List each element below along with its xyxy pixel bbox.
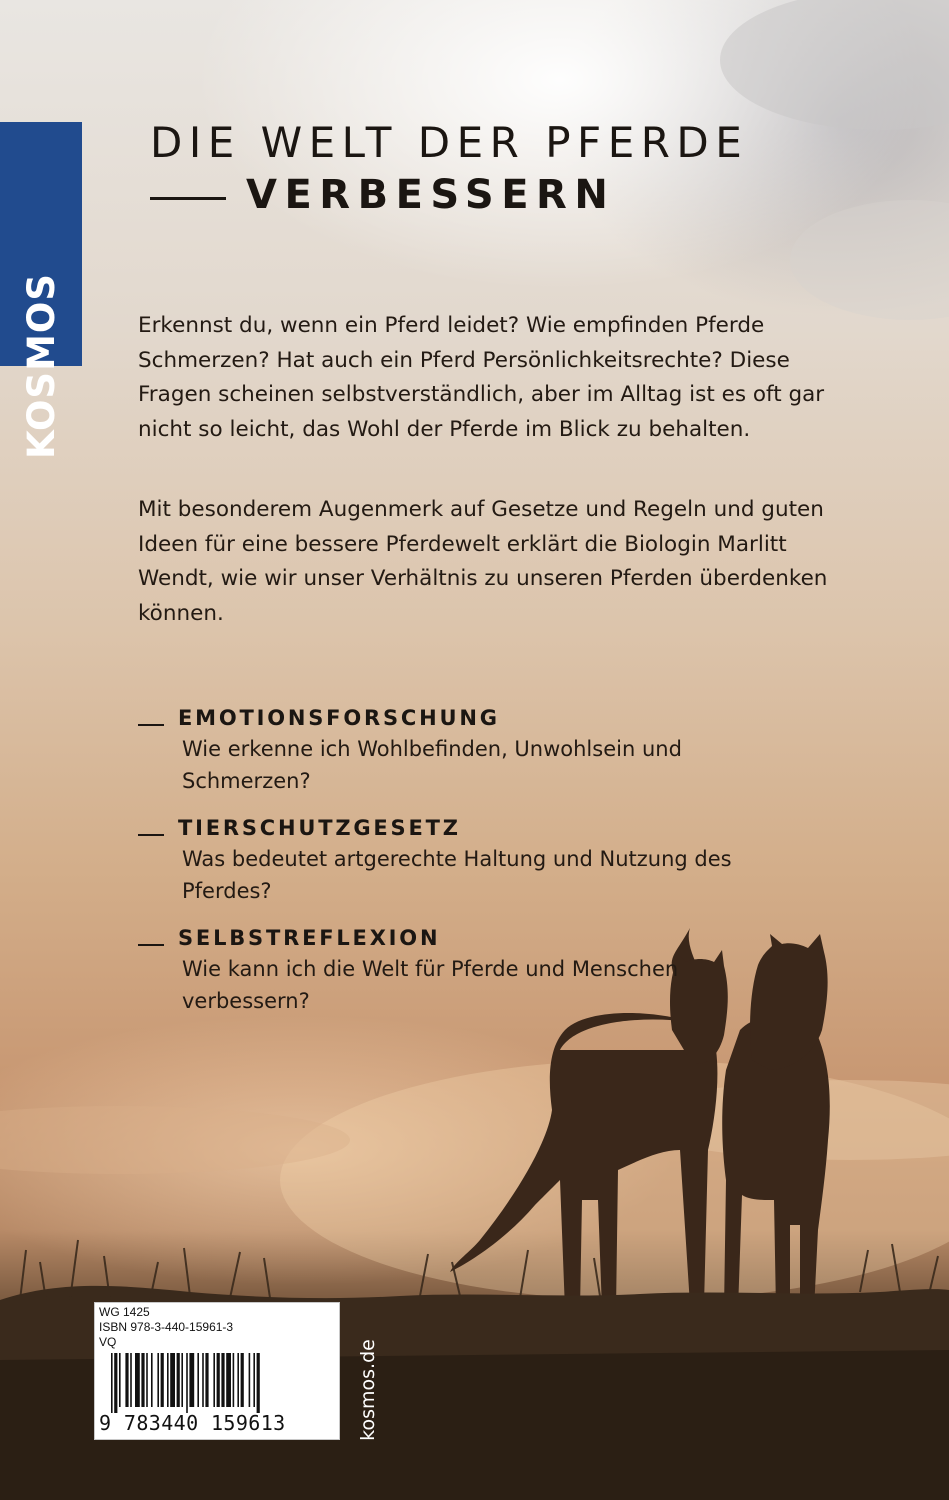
barcode-bar: [257, 1353, 260, 1413]
barcode-bar: [111, 1353, 113, 1413]
barcode-bar: [241, 1353, 244, 1407]
feature-text: Was bedeutet artgerechte Haltung und Nutzung des Pferdes?: [182, 847, 732, 903]
barcode-bar: [157, 1353, 159, 1407]
barcode-bar: [130, 1353, 132, 1407]
barcode-number: 9 783440 159613: [99, 1411, 286, 1435]
barcode-bar: [181, 1353, 183, 1407]
barcode-bar: [186, 1353, 188, 1413]
barcode-label: [94, 1302, 340, 1440]
barcode-category: WG 1425: [99, 1305, 150, 1319]
barcode-bar: [237, 1353, 239, 1407]
feature-text: Wie kann ich die Welt für Pferde und Menschen verbessern?: [182, 957, 679, 1013]
barcode-bar: [146, 1353, 148, 1407]
barcode-code: VQ: [99, 1335, 117, 1349]
barcode-bar: [253, 1353, 255, 1407]
publisher-logo: [0, 122, 82, 460]
barcode-bar: [177, 1353, 180, 1407]
barcode-bar: [213, 1353, 215, 1407]
feature-heading: TIERSCHUTZGESETZ: [178, 816, 461, 840]
headline-line-1: DIE WELT DER PFERDE: [150, 118, 749, 167]
barcode-bar: [233, 1353, 235, 1407]
feature-dash: [138, 724, 164, 726]
headline-rule: [150, 197, 226, 200]
intro-paragraph-1: Erkennst du, wenn ein Pferd leidet? Wie empfinden Pferde Schmerzen? Hat auch ein Pferd Persönlichkeitsrechte? Diese Fragen scheinen selbstverständlich, aber im Alltag ist es oft gar nicht so leicht, das Wohl der Pferde im Blick zu behalten.: [138, 313, 825, 442]
barcode-bar: [202, 1353, 204, 1407]
feature-dash: [138, 834, 164, 836]
barcode-bars: [111, 1353, 327, 1413]
feature-dash: [138, 944, 164, 946]
headline-line-2: VERBESSERN: [246, 172, 616, 218]
barcode-isbn: ISBN 978-3-440-15961-3: [99, 1320, 234, 1334]
barcode-bar: [114, 1353, 117, 1413]
website-link[interactable]: kosmos.de: [357, 1339, 379, 1441]
barcode-bar: [161, 1353, 164, 1407]
barcode-bar: [189, 1353, 194, 1407]
barcode-bar: [226, 1353, 231, 1407]
barcode-bar: [170, 1353, 175, 1407]
barcode-bar: [119, 1353, 121, 1407]
barcode-bar: [217, 1353, 220, 1407]
barcode-bar: [249, 1353, 251, 1407]
barcode-bar: [151, 1353, 153, 1407]
barcode-bar: [135, 1353, 140, 1407]
barcode-bar: [205, 1353, 208, 1407]
barcode-bar: [125, 1353, 128, 1407]
barcode-bar: [197, 1353, 199, 1407]
barcode-bar: [221, 1353, 224, 1407]
feature-heading: SELBSTREFLEXION: [178, 926, 441, 950]
feature-text: Wie erkenne ich Wohlbefinden, Unwohlsein und Schmerzen?: [182, 737, 682, 793]
barcode-bar: [141, 1353, 144, 1407]
barcode-bar: [167, 1353, 169, 1407]
feature-heading: EMOTIONSFORSCHUNG: [178, 706, 500, 730]
publisher-logo-text: KOSMOS: [19, 272, 63, 460]
intro-paragraph-2: Mit besonderem Augenmerk auf Gesetze und Regeln und guten Ideen für eine bessere Pferdewelt erklärt die Biologin Marlitt Wendt, wie wir unser Verhältnis zu unseren Pferden überdenken können.: [138, 497, 828, 626]
